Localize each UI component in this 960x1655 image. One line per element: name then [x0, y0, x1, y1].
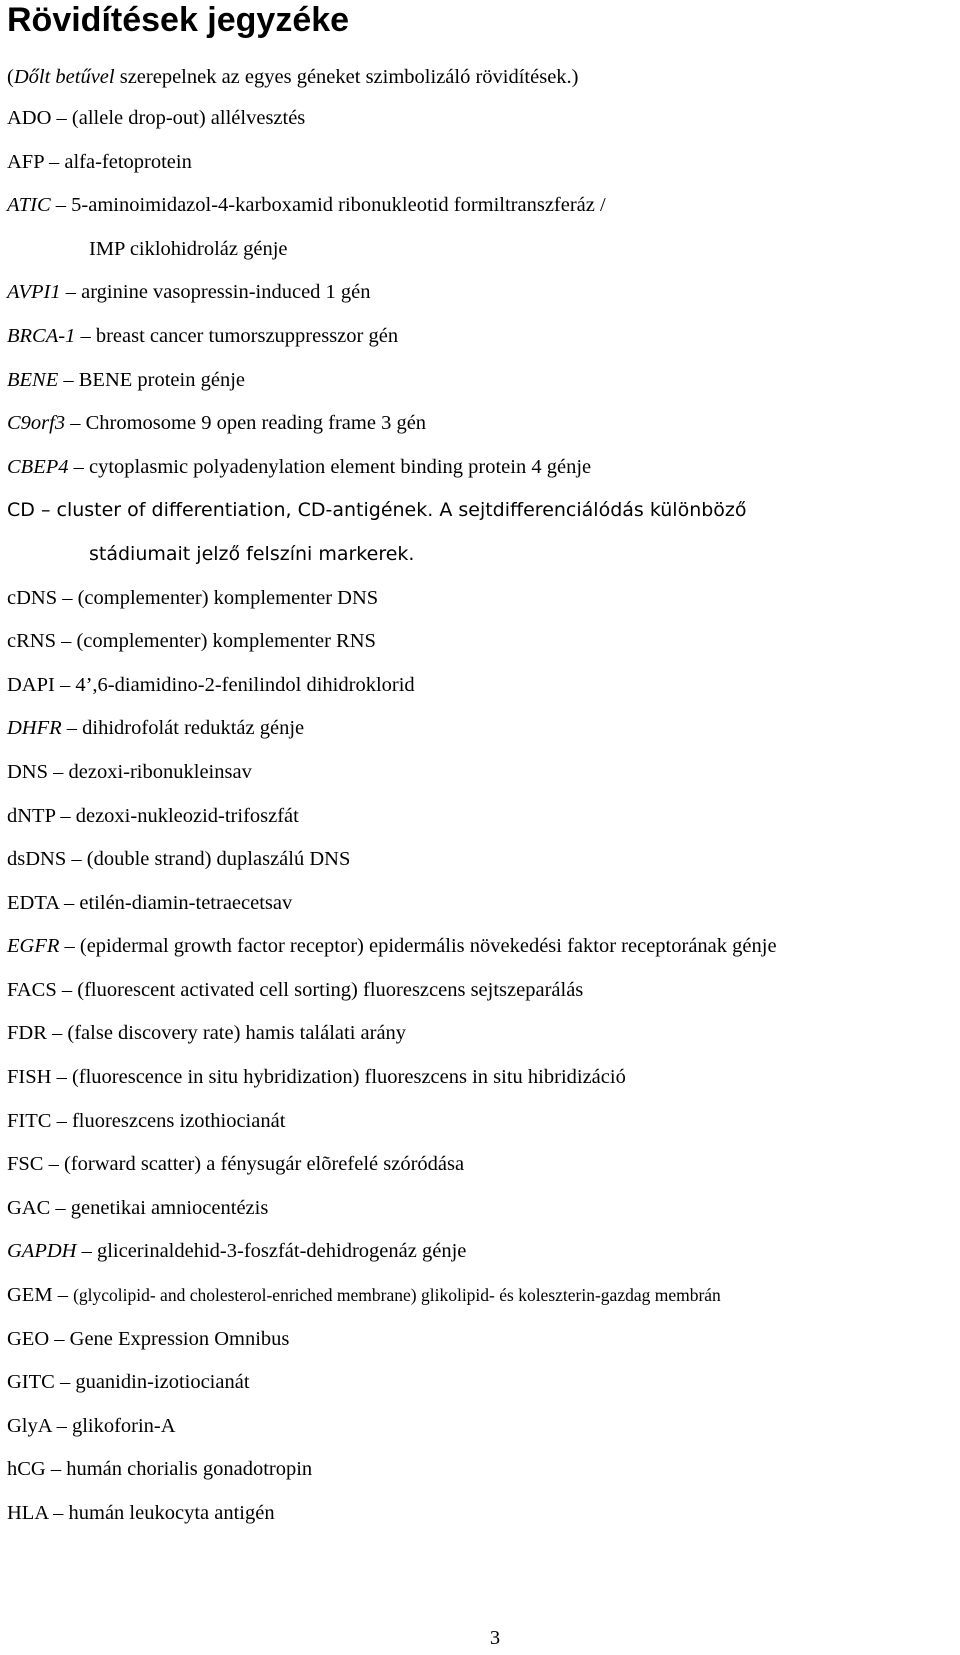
- entry-dash: –: [55, 804, 76, 827]
- entry-def: dezoxi-ribonukleinsav: [68, 760, 252, 783]
- entry-dash: –: [66, 848, 87, 871]
- entry-abbr: FITC: [7, 1109, 52, 1132]
- entry-gem: [7, 1283, 957, 1307]
- entry-def: cytoplasmic polyadenylation element binding protein 4 génje: [89, 455, 592, 478]
- entry-abbr: AFP: [7, 150, 44, 173]
- entry-cdns: [7, 586, 957, 610]
- entry-dash: –: [48, 760, 69, 783]
- entry-dash: –: [59, 935, 80, 958]
- entry-def: 4’,6-diamidino-2-fenilindol dihidroklorid: [75, 673, 415, 696]
- entry-fitc: [7, 1109, 957, 1133]
- entry-fish: [7, 1065, 957, 1089]
- entry-def: (glycolipid- and cholesterol-enriched membrane) glikolipid- és koleszterin-gazdag membrán: [73, 1285, 721, 1306]
- entry-def: (allele drop-out) allélvesztés: [71, 107, 306, 129]
- entry-dash: –: [65, 412, 86, 435]
- entry-def: alfa-fetoprotein: [64, 150, 192, 173]
- entry-facs: [7, 978, 957, 1002]
- entry-glya: [7, 1414, 957, 1438]
- entry-def: cluster of differentiation, CD-antigének. A sejtdifferenciálódás különböző: [56, 499, 747, 522]
- entry-dash: –: [51, 1109, 72, 1132]
- entry-def: Gene Expression Omnibus: [69, 1327, 290, 1350]
- entry-afp: [7, 150, 957, 174]
- entry-dash: –: [58, 891, 80, 914]
- entry-dash: –: [46, 1022, 68, 1045]
- entry-dash: –: [45, 1458, 67, 1481]
- entry-abbr: FSC: [7, 1153, 44, 1176]
- intro-emphasis: Dőlt betűvel: [13, 66, 115, 88]
- entry-dash: –: [56, 978, 78, 1001]
- entry-def: BENE protein génje: [78, 368, 245, 391]
- entry-abbr: CBEP4: [7, 455, 69, 478]
- entry-dash: –: [76, 1240, 97, 1263]
- entry-dash: –: [49, 1327, 70, 1350]
- entry-bene: [7, 368, 957, 392]
- entry-abbr: FACS: [7, 978, 57, 1001]
- entry-abbr: cRNS: [7, 630, 56, 653]
- entry-dhfr: [7, 716, 957, 740]
- entry-c9orf3: [7, 411, 957, 435]
- intro-note: [7, 65, 579, 89]
- entry-abbr: FISH: [7, 1066, 52, 1089]
- entry-dsdns: [7, 847, 957, 871]
- entry-def: (fluorescent activated cell sorting) fluoreszcens sejtszeparálás: [77, 978, 584, 1001]
- entry-abbr: DHFR: [7, 717, 62, 740]
- entry-dntp: [7, 804, 957, 828]
- entry-edta: [7, 891, 957, 915]
- entry-crns: [7, 629, 957, 653]
- entry-def: arginine vasopressin-induced 1 gén: [81, 281, 371, 304]
- entry-geo: [7, 1327, 957, 1351]
- entry-avpi1: [7, 280, 957, 304]
- entry-gapdh: [7, 1239, 957, 1263]
- entry-gitc: [7, 1370, 957, 1394]
- intro-rest: szerepelnek az egyes géneket szimbolizáló rövidítések.): [114, 66, 579, 88]
- entry-abbr: CD: [7, 499, 35, 522]
- entry-dash: –: [52, 1284, 74, 1307]
- entry-dash: –: [54, 1371, 76, 1394]
- entry-def: glicerinaldehid-3-foszfát-dehidrogenáz génje: [96, 1240, 467, 1263]
- entry-dash: –: [43, 1153, 64, 1176]
- entry-dash: –: [60, 281, 82, 304]
- entry-abbr: FDR: [7, 1022, 47, 1045]
- entry-atic: [7, 193, 957, 261]
- entry-dash: –: [58, 368, 79, 391]
- entry-def: (complementer) komplementer DNS: [77, 586, 379, 609]
- entry-def: fluoreszcens izothiocianát: [71, 1109, 286, 1132]
- entry-def: dezoxi-nukleozid-trifoszfát: [75, 804, 299, 827]
- entry-abbr: GlyA: [7, 1414, 52, 1437]
- entry-hla: [7, 1501, 957, 1525]
- entry-dash: –: [68, 455, 89, 478]
- entry-abbr: BRCA-1: [7, 324, 76, 347]
- entry-def: (complementer) komplementer RNS: [76, 630, 376, 653]
- entry-dns: [7, 760, 957, 784]
- entry-def: dihidrofolát reduktáz génje: [82, 717, 305, 740]
- entry-def: etilén-diamin-tetraecetsav: [79, 891, 293, 914]
- entry-dash: –: [57, 586, 78, 609]
- page-title: Rövidítések jegyzéke: [7, 1, 350, 39]
- entry-dash: –: [34, 499, 57, 522]
- intro-open: (: [7, 66, 14, 88]
- entry-abbr: EDTA: [7, 891, 59, 914]
- entry-hcg: [7, 1457, 957, 1481]
- entry-def: (epidermal growth factor receptor) epidermális növekedési faktor receptorának génje: [79, 935, 777, 958]
- entry-abbr: HLA: [7, 1502, 48, 1524]
- entry-abbr: GITC: [7, 1371, 55, 1394]
- entry-abbr: GEM: [7, 1284, 53, 1307]
- entry-def: (fluorescence in situ hybridization) fluoreszcens in situ hibridizáció: [71, 1066, 626, 1089]
- entry-egfr: [7, 934, 957, 958]
- entry-dash: –: [75, 324, 96, 347]
- entry-dash: –: [48, 1502, 69, 1524]
- entry-dash: –: [43, 150, 65, 173]
- entry-abbr: GEO: [7, 1327, 50, 1350]
- entry-abbr: ADO: [7, 107, 52, 129]
- entry-abbr: EGFR: [7, 935, 60, 958]
- entry-abbr: DAPI: [7, 673, 55, 696]
- abbreviation-list: [7, 106, 957, 1545]
- entry-abbr: dNTP: [7, 804, 56, 827]
- entry-dash: –: [61, 717, 83, 740]
- entry-fsc: [7, 1152, 957, 1176]
- entry-def: (forward scatter) a fénysugár elõrefelé szóródása: [63, 1153, 465, 1176]
- entry-abbr: ATIC: [7, 194, 51, 217]
- entry-abbr: BENE: [7, 368, 59, 391]
- entry-dash: –: [51, 107, 72, 129]
- entry-brca1: [7, 324, 957, 348]
- entry-def-continuation: stádiumait jelző felszíni markerek.: [89, 542, 415, 565]
- entry-dash: –: [50, 1196, 71, 1219]
- entry-def: 5-aminoimidazol-4-karboxamid ribonukleotid formiltranszferáz /: [71, 194, 606, 217]
- entry-dash: –: [55, 630, 77, 653]
- entry-def: humán leukocyta antigén: [68, 1502, 275, 1524]
- entry-cd: [7, 498, 957, 566]
- entry-dash: –: [50, 194, 72, 217]
- entry-gac: [7, 1196, 957, 1220]
- entry-def: (false discovery rate) hamis találati arány: [67, 1022, 407, 1045]
- entry-abbr: GAC: [7, 1196, 51, 1219]
- entry-abbr: C9orf3: [7, 412, 66, 435]
- entry-def-continuation: IMP ciklohidroláz génje: [89, 237, 288, 260]
- entry-dash: –: [51, 1414, 72, 1437]
- entry-abbr: DNS: [7, 760, 49, 783]
- entry-def: genetikai amniocentézis: [70, 1196, 269, 1219]
- entry-def: humán chorialis gonadotropin: [66, 1458, 313, 1481]
- page-number: 3: [489, 1627, 501, 1649]
- entry-fdr: [7, 1021, 957, 1045]
- entry-dapi: [7, 673, 957, 697]
- entry-def: breast cancer tumorszuppresszor gén: [95, 324, 399, 347]
- entry-abbr: dsDNS: [7, 848, 67, 871]
- entry-def: Chromosome 9 open reading frame 3 gén: [85, 412, 427, 435]
- entry-cbep4: [7, 455, 957, 479]
- entry-def: glikoforin-A: [71, 1414, 176, 1437]
- entry-abbr: GAPDH: [7, 1240, 77, 1263]
- entry-ado: [7, 106, 957, 130]
- entry-dash: –: [54, 673, 76, 696]
- entry-def: guanidin-izotiocianát: [75, 1371, 250, 1394]
- entry-abbr: cDNS: [7, 586, 58, 609]
- entry-abbr: hCG: [7, 1458, 46, 1481]
- entry-def: (double strand) duplaszálú DNS: [86, 848, 351, 871]
- entry-abbr: AVPI1: [7, 281, 61, 304]
- entry-dash: –: [51, 1066, 72, 1089]
